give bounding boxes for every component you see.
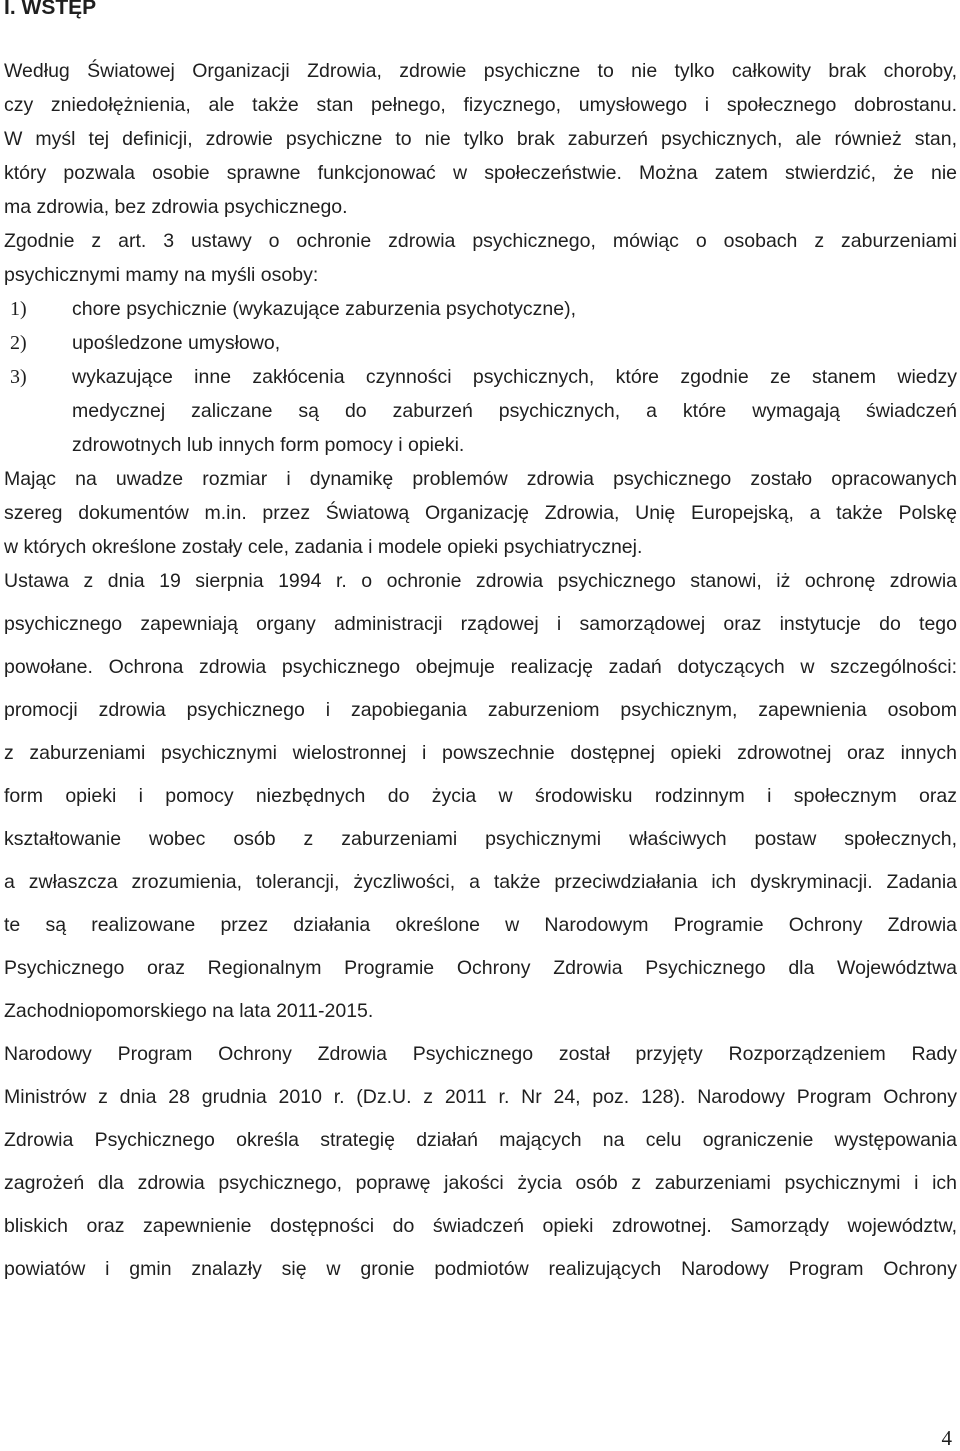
text-line: psychicznego zapewniają organy administracji rządowej i samorządowej oraz instytucje do tego xyxy=(4,613,957,635)
list-item-line: zdrowotnych lub innych form pomocy i opieki. xyxy=(72,434,465,456)
text-line: Zgodnie z art. 3 ustawy o ochronie zdrowia psychicznego, mówiąc o osobach z zaburzeniami xyxy=(4,230,957,252)
list-number: 2) xyxy=(10,332,27,354)
text-line: a zwłaszcza zrozumienia, tolerancji, życzliwości, a także przeciwdziałania ich dyskryminacji. Zadania xyxy=(4,871,957,893)
text-line: Ustawa z dnia 19 sierpnia 1994 r. o ochronie zdrowia psychicznego stanowi, iż ochronę zdrowia xyxy=(4,570,957,592)
text-line: te są realizowane przez działania określone w Narodowym Programie Ochrony Zdrowia xyxy=(4,914,957,936)
text-line: Psychicznego oraz Regionalnym Programie Ochrony Zdrowia Psychicznego dla Województwa xyxy=(4,957,957,979)
text-line: promocji zdrowia psychicznego i zapobiegania zaburzeniom psychicznym, zapewnienia osobom xyxy=(4,699,957,721)
text-line: który pozwala osobie sprawne funkcjonować w społeczeństwie. Można zatem stwierdzić, że nie xyxy=(4,162,957,184)
text-line: ma zdrowia, bez zdrowia psychicznego. xyxy=(4,196,348,218)
list-item-line: chore psychicznie (wykazujące zaburzenia psychotyczne), xyxy=(72,298,576,320)
text-line: form opieki i pomocy niezbędnych do życia w środowisku rodzinnym i społecznym oraz xyxy=(4,785,957,807)
list-item-line: upośledzone umysłowo, xyxy=(72,332,281,354)
text-line: czy zniedołężnienia, ale także stan pełnego, fizycznego, umysłowego i społecznego dobrostanu. xyxy=(4,94,957,116)
list-number: 1) xyxy=(10,298,27,320)
text-line: w których określone zostały cele, zadania i modele opieki psychiatrycznej. xyxy=(4,536,643,558)
page-number: 4 xyxy=(941,1426,952,1450)
list-item-line: medycznej zaliczane są do zaburzeń psychicznych, a które wymagają świadczeń xyxy=(72,400,957,422)
section-heading: I. WSTĘP xyxy=(4,0,97,19)
text-line: Zachodniopomorskiego na lata 2011-2015. xyxy=(4,1000,374,1022)
text-line: powiatów i gmin znalazły się w gronie podmiotów realizujących Narodowy Program Ochrony xyxy=(4,1258,957,1280)
text-line: powołane. Ochrona zdrowia psychicznego obejmuje realizację zadań dotyczących w szczególności: xyxy=(4,656,957,678)
text-line: kształtowanie wobec osób z zaburzeniami psychicznymi właściwych postaw społecznych, xyxy=(4,828,957,850)
text-line: szereg dokumentów m.in. przez Światową Organizację Zdrowia, Unię Europejską, a także Polskę xyxy=(4,502,957,524)
text-line: zagrożeń dla zdrowia psychicznego, poprawę jakości życia osób z zaburzeniami psychicznymi i ich xyxy=(4,1172,957,1194)
list-number: 3) xyxy=(10,366,27,388)
text-line: Ministrów z dnia 28 grudnia 2010 r. (Dz.U. z 2011 r. Nr 24, poz. 128). Narodowy Program Ochrony xyxy=(4,1086,957,1108)
text-line: Według Światowej Organizacji Zdrowia, zdrowie psychiczne to nie tylko całkowity brak choroby, xyxy=(4,60,957,82)
text-line: z zaburzeniami psychicznymi wielostronnej i powszechnie dostępnej opieki zdrowotnej oraz innych xyxy=(4,742,957,764)
text-line: bliskich oraz zapewnienie dostępności do świadczeń opieki zdrowotnej. Samorządy województw, xyxy=(4,1215,957,1237)
text-line: W myśl tej definicji, zdrowie psychiczne to nie tylko brak zaburzeń psychicznych, ale również stan, xyxy=(4,128,957,150)
text-line: Narodowy Program Ochrony Zdrowia Psychicznego został przyjęty Rozporządzeniem Rady xyxy=(4,1043,957,1065)
text-line: Zdrowia Psychicznego określa strategię działań mających na celu ograniczenie występowania xyxy=(4,1129,957,1151)
list-item-line: wykazujące inne zakłócenia czynności psychicznych, które zgodnie ze stanem wiedzy xyxy=(72,366,957,388)
text-line: psychicznymi mamy na myśli osoby: xyxy=(4,264,319,286)
text-line: Mając na uwadze rozmiar i dynamikę problemów zdrowia psychicznego zostało opracowanych xyxy=(4,468,957,490)
